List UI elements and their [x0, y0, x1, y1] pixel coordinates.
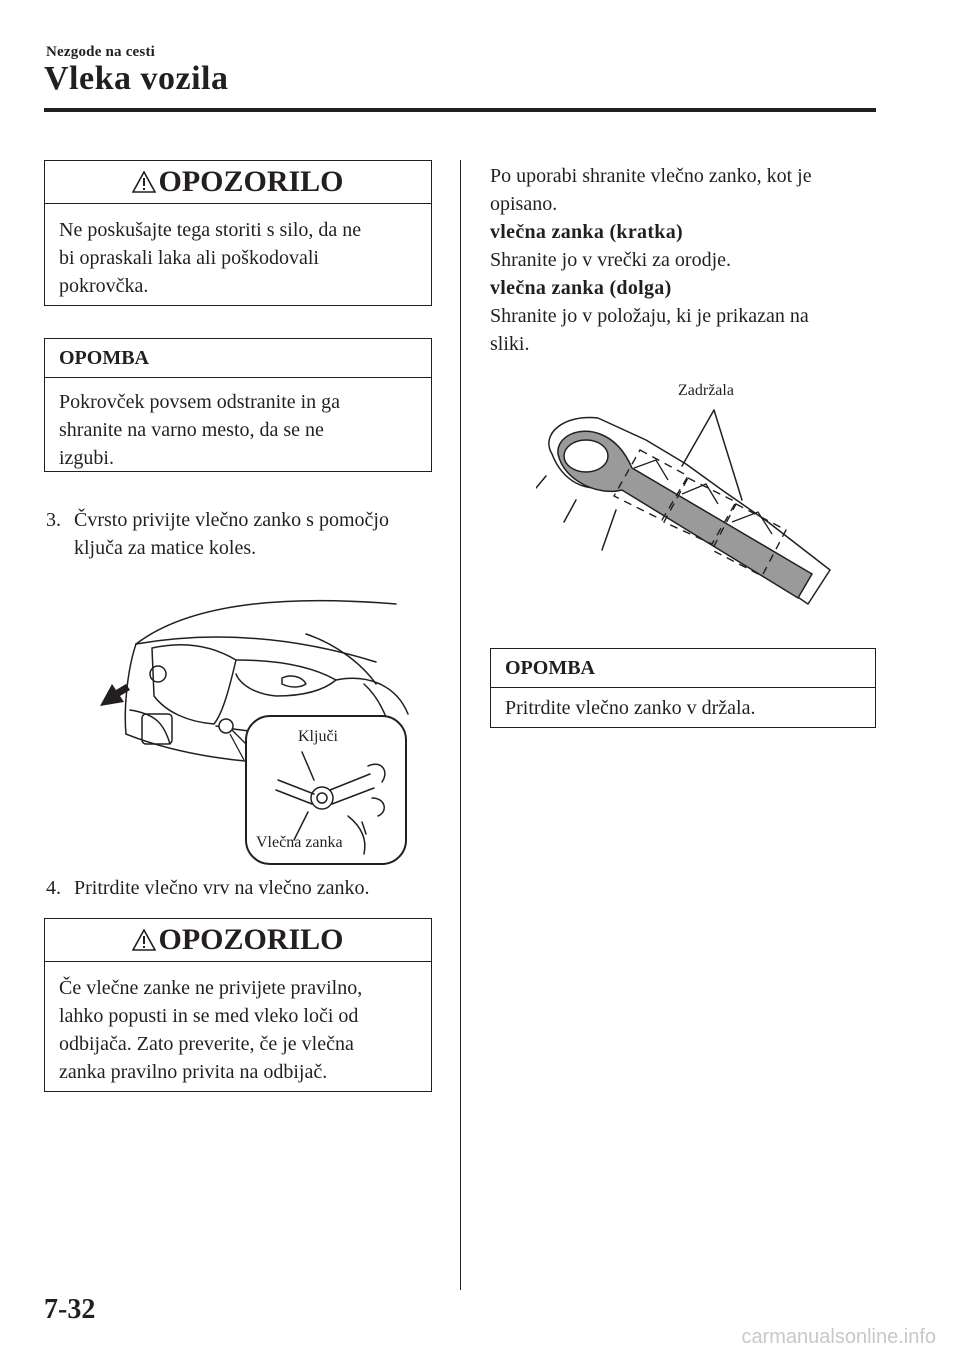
figure-label-tow-loop: Vlečna zanka [256, 834, 343, 851]
note-body: Pritrdite vlečno zanko v držala. [505, 697, 756, 719]
step-number: 3. [46, 509, 61, 531]
paragraph-line: opisano. [490, 193, 558, 215]
warning-box-2 [44, 918, 432, 1092]
car-front-illustration [96, 584, 416, 866]
warning-heading-text: OPOZORILO [158, 165, 344, 198]
step-4 [46, 874, 446, 902]
section-label: Nezgode na cesti [46, 44, 156, 60]
page-number: 7-32 [44, 1294, 96, 1325]
warning-line: lahko popusti in se med vleko loči od [59, 1005, 359, 1027]
warning-line: Ne poskušajte tega storiti s silo, da ne [59, 219, 362, 241]
note-box-2 [490, 648, 876, 728]
warning-line: odbijača. Zato preverite, če je vlečna [59, 1033, 354, 1055]
note-line: izgubi. [59, 447, 114, 469]
warning-heading [45, 919, 431, 962]
figure-label-keys: Ključi [298, 728, 338, 745]
subheading-long-loop: vlečna zanka (dolga) [490, 277, 672, 299]
column-divider [460, 160, 461, 1290]
paragraph-line: Shranite jo v položaju, ki je prikazan na [490, 305, 809, 327]
paragraph-line: Po uporabi shranite vlečno zanko, kot je [490, 165, 812, 187]
warning-line: zanka pravilno privita na odbijač. [59, 1061, 328, 1083]
step-line: Čvrsto privijte vlečno zanko s pomočjo [74, 509, 389, 531]
warning-body [45, 962, 431, 1086]
storage-intro [490, 162, 880, 358]
warning-box-1 [44, 160, 432, 306]
note-line: shranite na varno mesto, da se ne [59, 419, 324, 441]
paragraph-line: Shranite jo v vrečki za orodje. [490, 249, 732, 271]
step-3 [46, 506, 446, 562]
step-line: Pritrdite vlečno vrv na vlečno zanko. [74, 877, 370, 899]
warning-triangle-icon [132, 929, 156, 951]
warning-heading [45, 161, 431, 204]
warning-triangle-icon [132, 171, 156, 193]
step-number: 4. [46, 877, 61, 899]
subheading-short-loop: vlečna zanka (kratka) [490, 221, 683, 243]
watermark: carmanualsonline.info [741, 1326, 936, 1348]
warning-line: bi opraskali laka ali poškodovali [59, 247, 319, 269]
warning-body [45, 204, 431, 300]
title-rule [44, 108, 876, 112]
tow-loop-storage-illustration [536, 404, 836, 624]
warning-line: Če vlečne zanke ne privijete pravilno, [59, 977, 363, 999]
note-box-1 [44, 338, 432, 472]
page-title: Vleka vozila [44, 60, 229, 97]
note-heading: OPOMBA [45, 339, 431, 378]
warning-heading-text: OPOZORILO [158, 923, 344, 956]
figure-label-holders: Zadržala [678, 382, 734, 399]
paragraph-line: sliki. [490, 333, 530, 355]
note-heading: OPOMBA [491, 649, 875, 688]
note-line: Pokrovček povsem odstranite in ga [59, 391, 341, 413]
step-line: ključa za matice koles. [74, 537, 257, 559]
warning-line: pokrovčka. [59, 275, 149, 297]
note-body [45, 378, 431, 472]
